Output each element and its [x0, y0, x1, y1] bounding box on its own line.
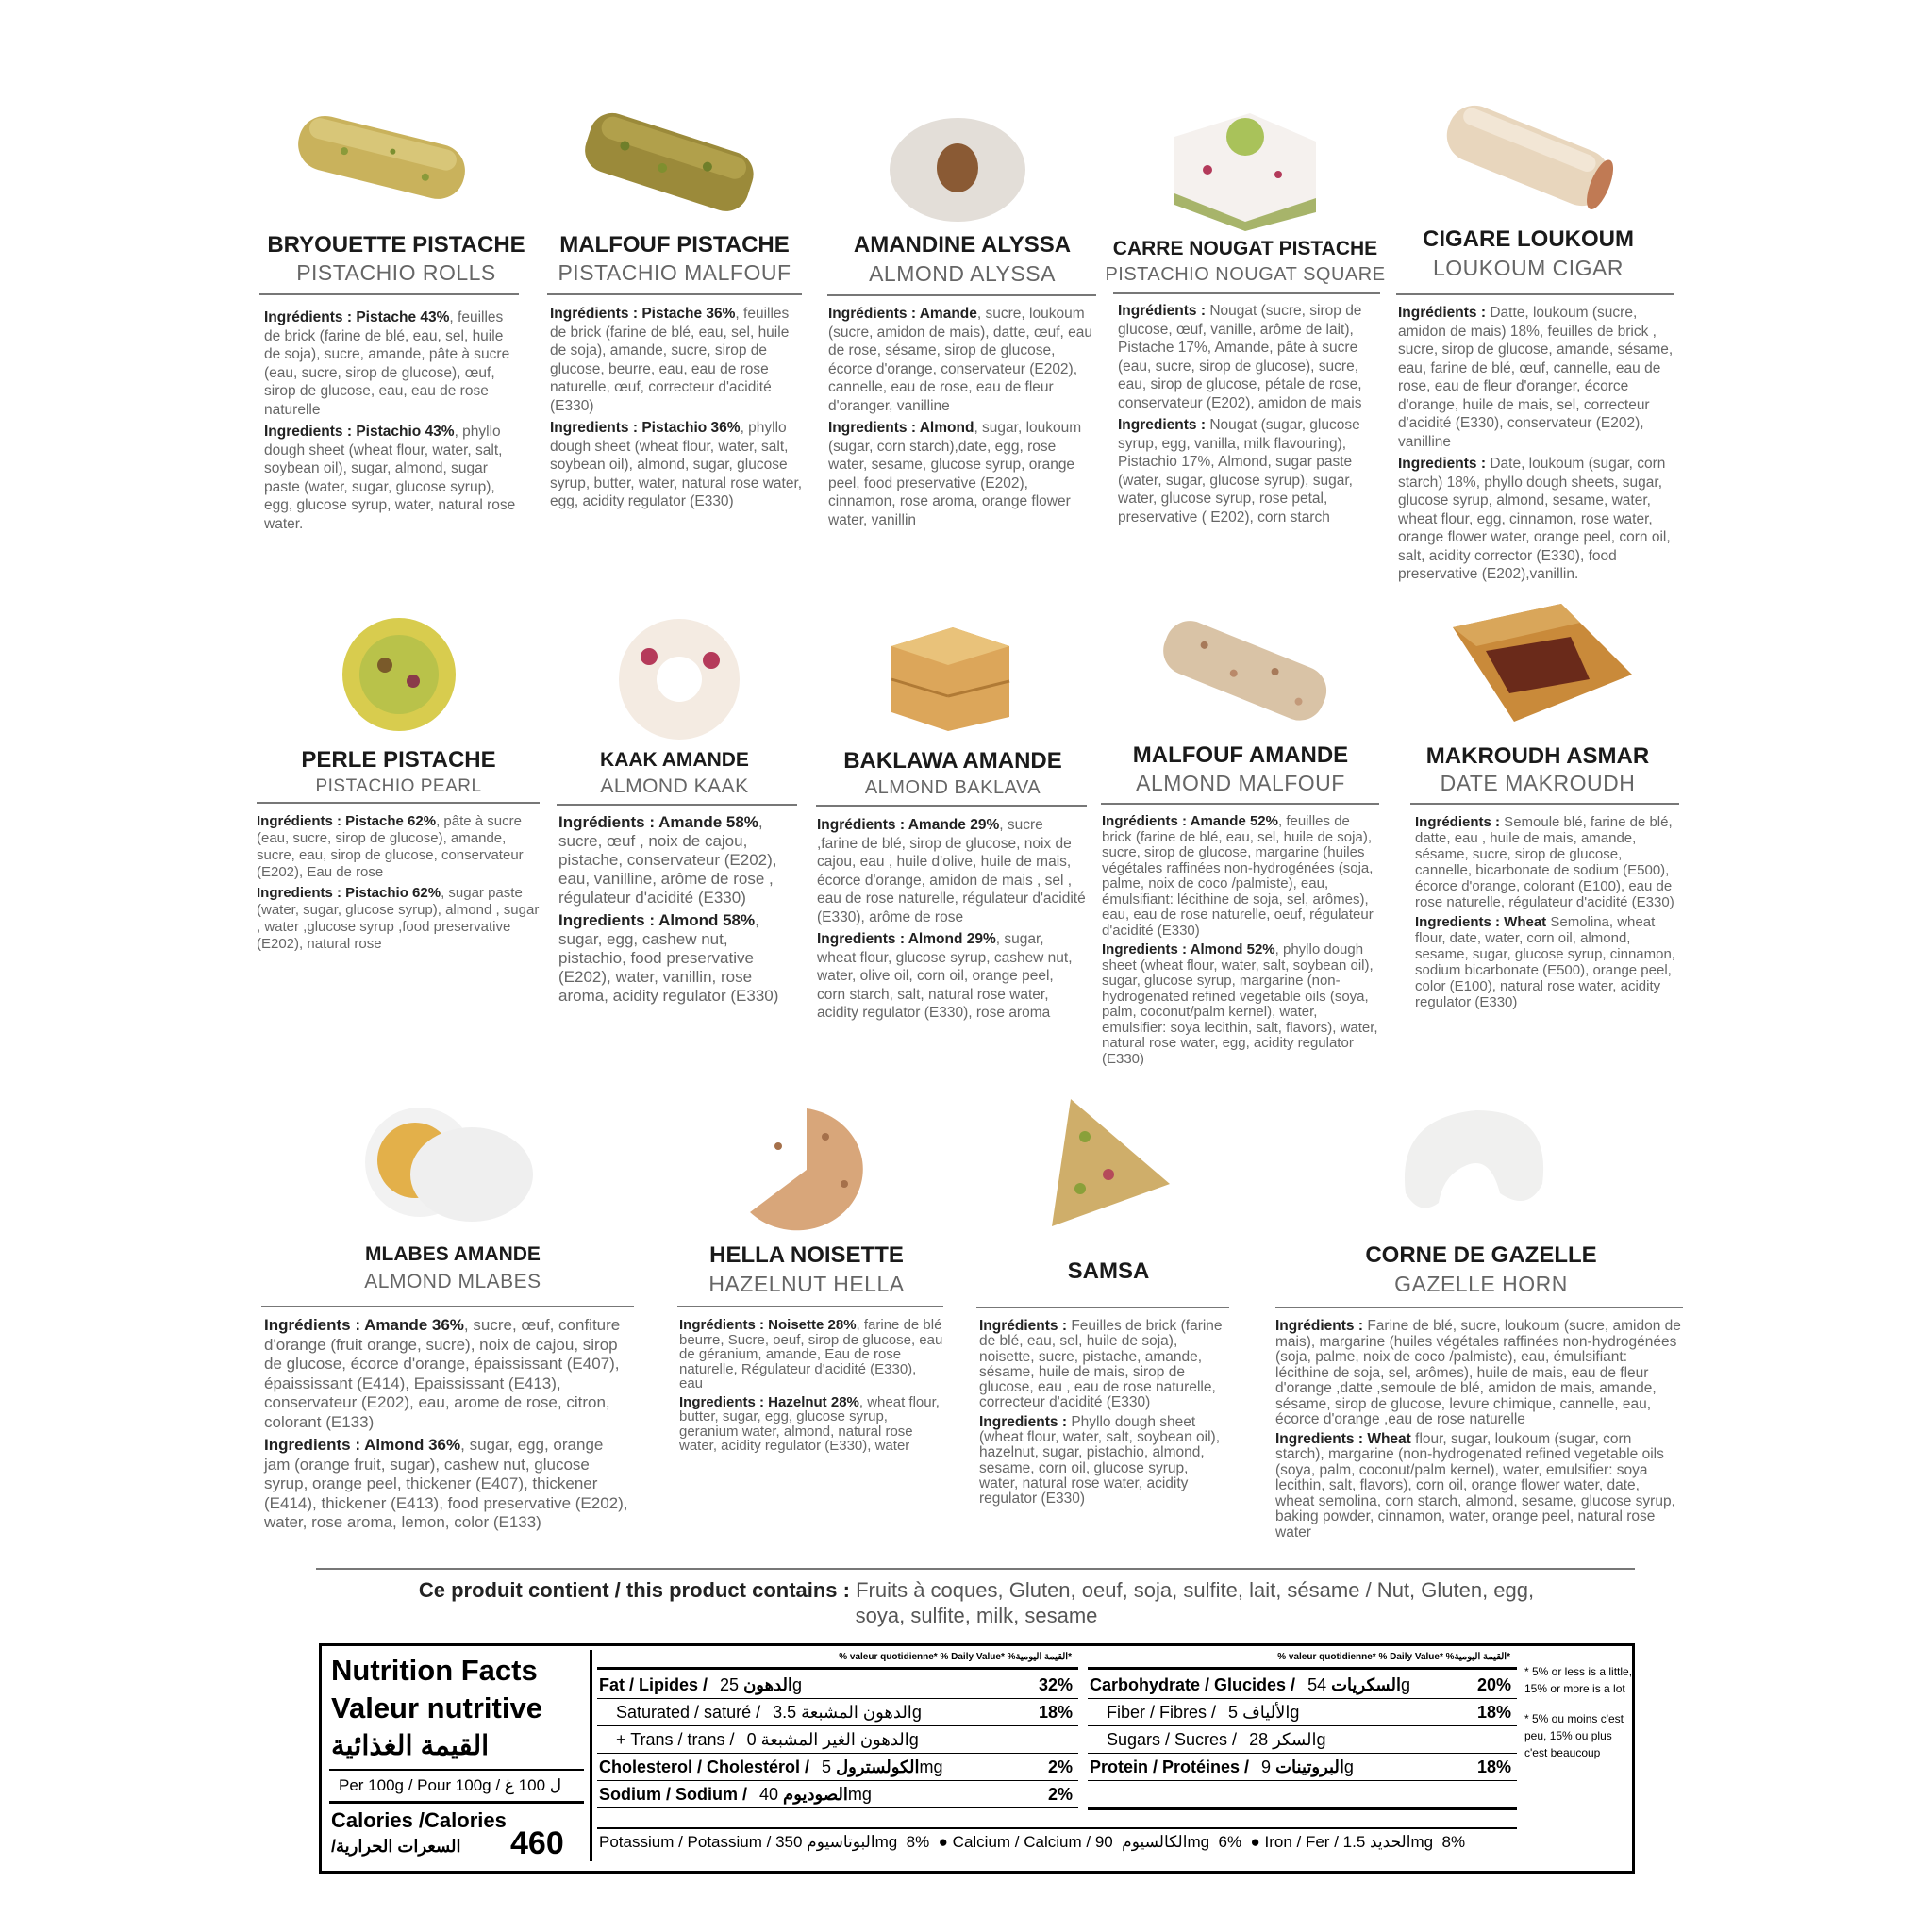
- ingredients-block: [550, 305, 803, 515]
- ingredients-block: [979, 1319, 1229, 1511]
- bryouette-pistache-image: [288, 94, 476, 217]
- calories-label: Calories /Calories: [331, 1808, 507, 1832]
- nutrient-daily-value: 18%: [1038, 1703, 1073, 1722]
- nutrition-facts-table: [319, 1643, 1635, 1874]
- product-name: MALFOUF AMANDE: [1132, 742, 1349, 768]
- ingredients-block: [1398, 304, 1674, 588]
- nutrient-row: [1088, 1672, 1517, 1699]
- product-subtitle: PISTACHIO ROLLS: [296, 260, 496, 285]
- ingredients-fr: Ingrédients : Feuilles de brick (farine de blé, eau, sel, huile de soja), noisette, sucre, pistache, amande, sésame, huile de mais, sirop de glucose, eau , eau de rose naturelle, correcteur d'acidité (E330): [979, 1318, 1223, 1411]
- ingredients-en: Ingredients : Almond 36%, sugar, egg, orange jam (orange fruit, sugar), cashew nut, glucose syrup, orange peel, thickener (E407), thickener (E414), thickener (E413), food preservative (E202), water, rose aroma, lemon, color (E133): [264, 1436, 628, 1531]
- nutrient-row: [597, 1726, 1078, 1754]
- nutrition-title-ar: القيمة الغذائية: [331, 1731, 490, 1761]
- ingredients-en: Ingredients : Almond, sugar, loukoum (sugar, corn starch),date, egg, rose water, sesame, glucose syrup, orange peel, food preservative (E202), cinnamon, rose aroma, orange flower water, vanillin: [828, 420, 1082, 528]
- ingredients-fr: Ingrédients : Amande 52%, feuilles de brick (farine de blé, eau, sel, huile de soja), sucre, sirop de glucose, margarine (huiles végétales raffinées non-hydrogénées (soja, palme, noix de coco /palmiste), eau, émulsifiant: lécithine de soja, sel, arômes), eau, eau de rose naturelle, oeuf, régulateur d'acidité (E330): [1102, 813, 1374, 939]
- product-name: AMANDINE ALYSSA: [853, 232, 1072, 258]
- dv-note-fr-1: * 5% ou moins c'est: [1524, 1712, 1624, 1725]
- allergens-divider: [316, 1568, 1635, 1570]
- product-name: CORNE DE GAZELLE: [1365, 1242, 1597, 1268]
- dv-note-en-2: 15% or more is a lot: [1524, 1682, 1625, 1695]
- allergens-list-2: soya, sulfite, milk, sesame: [855, 1604, 1098, 1627]
- daily-value-header: % valeur quotidienne* % Daily Value* %القيمة اليومية*: [839, 1652, 1072, 1662]
- product-name: SAMSA: [1067, 1258, 1150, 1284]
- product-name: MALFOUF PISTACHE: [559, 232, 790, 258]
- mlabes-amande-image: [349, 1104, 538, 1226]
- allergens-statement: [311, 1577, 1641, 1628]
- ingredients-block: [1118, 302, 1377, 530]
- carre-nougat-pistache-image: [1165, 90, 1325, 231]
- product-name: BRYOUETTE PISTACHE: [267, 232, 525, 258]
- cigare-loukoum-image: [1434, 85, 1623, 226]
- nutrient-amount: 25g: [720, 1675, 803, 1694]
- ingredients-en: Ingredients : Almond 58%, sugar, egg, cashew nut, pistachio, food preservative (E202), water, vanillin, rose aroma, acidity regulator (E330): [558, 911, 779, 1005]
- ingredients-block: [1102, 814, 1380, 1071]
- product-name: MAKROUDH ASMAR: [1425, 743, 1650, 769]
- nutrient-amount: 40mg: [759, 1785, 872, 1804]
- nutrient-row: [597, 1672, 1078, 1699]
- baklawa-amande-image: [877, 613, 1019, 736]
- makroudh-asmar-image: [1448, 599, 1637, 726]
- divider: [1410, 803, 1679, 805]
- nutrient-row: [597, 1781, 1078, 1808]
- product-name: CARRE NOUGAT PISTACHE: [1112, 238, 1378, 259]
- nutrient-row: [1088, 1699, 1517, 1726]
- nutrient-amount: 3.5g: [773, 1703, 922, 1722]
- ingredients-fr: Ingrédients : Nougat (sucre, sirop de glucose, œuf, vanille, arôme de lait), Pistache 17%, Amande, pâte à sucre (eau, sucre, sirop de glucose), sucre, eau, sirop de glucose, pétale de rose, conservateur (E202), amidon de mais: [1118, 303, 1362, 411]
- ingredients-fr: Ingrédients : Semoule blé, farine de blé, datte, eau , huile de mais, amande, sésame, sucre, sirop de glucose, cannelle, bicarbonate de sodium (E500), écorce d'orange, colorant (E100), eau de rose naturelle, régulateur d'acidité (E330): [1415, 814, 1674, 910]
- ingredients-block: [1275, 1319, 1681, 1544]
- nutrient-label: Carbohydrate / Glucides / السكريات 54g: [1090, 1675, 1410, 1694]
- malfouf-pistache-image: [575, 94, 764, 226]
- ingredients-block: [828, 305, 1092, 533]
- ingredients-en: Ingredients : Phyllo dough sheet (wheat flour, water, salt, soybean oil), hazelnut, sugar, pistachio, almond, sesame, corn oil, glucose syrup, water, natural rose water, acidity regulator (E330): [979, 1413, 1221, 1507]
- dv-note-fr-3: c'est beaucoup: [1524, 1746, 1601, 1759]
- product-subtitle: DATE MAKROUDH: [1440, 771, 1636, 795]
- nutrient-rows-right: [1088, 1672, 1517, 1781]
- kaak-amande-image: [613, 613, 745, 745]
- minerals-row: Potassium / Potassium / البوتاسيوم 350mg 8% ● Calcium / Calcium / الكالسيوم 90mg 6% ● Iron / Fer / الحديد 1.5mg 8%: [599, 1833, 1466, 1851]
- product-subtitle: HAZELNUT HELLA: [708, 1272, 905, 1296]
- product-name: BAKLAWA AMANDE: [843, 748, 1062, 774]
- samsa-image: [1033, 1094, 1174, 1236]
- ingredients-block: [264, 308, 519, 537]
- allergens-label: Ce produit contient / this product contains :: [418, 1578, 850, 1602]
- serving-size: Per 100g / Pour 100g / ل 100 غ: [339, 1776, 562, 1794]
- ingredients-en: Ingredients : Nougat (sugar, glucose syrup, egg, vanilla, milk flavouring), Pistachio 17%, Almond, sugar paste (water, sugar, glucose syrup), sugar, water, glucose syrup, rose petal, preservative ( E202), corn starch: [1118, 417, 1360, 525]
- nutrient-amount: 54g: [1307, 1675, 1410, 1694]
- ingredients-block: [558, 813, 796, 1009]
- ingredients-fr: Ingrédients : Datte, loukoum (sucre, amidon de mais) 18%, feuilles de brick , sucre, sirop de glucose, amande, sésame, eau, farine de blé, œuf, cannelle, eau de rose, eau de fleur d'oranger, écorce d'orange, huile de mais, sel, correcteur d'acidité (E330), conservateur (E202), vanilline: [1398, 305, 1674, 450]
- nutrient-amount: 28g: [1249, 1730, 1326, 1749]
- nutrition-divider: [597, 1827, 1517, 1829]
- ingredients-fr: Ingrédients : Pistache 43%, feuilles de brick (farine de blé, eau, sel, huile de soja), sucre, amande, pâte à sucre (eau, sucre, sirop de glucose), œuf, sirop de glucose, eau, eau de rose naturelle: [264, 309, 510, 418]
- product-name: KAAK AMANDE: [600, 749, 749, 771]
- nutrition-divider: [329, 1769, 584, 1771]
- product-name: HELLA NOISETTE: [709, 1242, 904, 1268]
- ingredients-en: Ingredients : Pistachio 43%, phyllo dough sheet (wheat flour, water, salt, soybean oil), sugar, almond, sugar paste (water, sugar, glucose syrup), egg, glucose syrup, water, natural rose water.: [264, 424, 516, 532]
- nutrition-divider: [1088, 1667, 1517, 1670]
- divider: [259, 293, 519, 295]
- nutrition-title-en: Nutrition Facts: [331, 1654, 538, 1687]
- ingredients-en: Ingredients : Almond 29%, sugar, wheat flour, glucose syrup, cashew nut, water, olive oil, corn oil, orange peel, corn starch, salt, natural rose water, acidity regulator (E330), rose aroma: [817, 931, 1073, 1021]
- nutrient-label: Sugars / Sucres / السكر 28g: [1107, 1730, 1326, 1749]
- nutrient-label: Protein / Protéines / البروتينات 9g: [1090, 1757, 1354, 1776]
- daily-value-header: % valeur quotidienne* % Daily Value* %القيمة اليومية*: [1277, 1652, 1510, 1662]
- divider: [547, 293, 802, 295]
- ingredients-block: [679, 1318, 943, 1457]
- ingredients-fr: Ingrédients : Noisette 28%, farine de blé beurre, Sucre, oeuf, sirop de glucose, eau de géranium, amande, Eau de rose naturelle, Régulateur d'acidité (E330), eau: [679, 1317, 943, 1391]
- divider: [827, 294, 1096, 296]
- nutrition-title-fr: Valeur nutritive: [331, 1691, 542, 1724]
- ingredients-block: [264, 1316, 632, 1537]
- ingredients-fr: Ingrédients : Amande 36%, sucre, œuf, confiture d'orange (fruit orange, sucre), noix de cajou, sirop de glucose, écorce d'orange, épaississant (E407), épaississant (E414), Epaississant (E413), conservateur (E202), eau, arome de rose, citron, colorant (E133): [264, 1316, 621, 1431]
- product-name: PERLE PISTACHE: [301, 747, 496, 773]
- amandine-alyssa-image: [882, 104, 1033, 226]
- malfouf-amande-image: [1151, 604, 1340, 736]
- nutrient-daily-value: 32%: [1038, 1675, 1073, 1694]
- nutrient-row: [597, 1699, 1078, 1726]
- product-subtitle: ALMOND ALYSSA: [869, 261, 1056, 286]
- nutrient-daily-value: 20%: [1476, 1675, 1511, 1694]
- product-subtitle: PISTACHIO PEARL: [315, 776, 482, 796]
- nutrient-row: [1088, 1726, 1517, 1754]
- perle-pistache-image: [338, 613, 460, 736]
- dv-note-en-1: * 5% or less is a little,: [1524, 1665, 1633, 1678]
- divider: [1101, 803, 1379, 805]
- product-subtitle: LOUKOUM CIGAR: [1432, 256, 1624, 280]
- divider: [557, 804, 797, 806]
- ingredients-block: [1415, 814, 1679, 1014]
- dv-note: [1524, 1663, 1633, 1761]
- ingredients-block: [817, 816, 1086, 1026]
- ingredients-fr: Ingrédients : Amande, sucre, loukoum (sucre, amidon de mais), datte, œuf, eau de rose, sésame, sirop de glucose, écorce d'orange, conservateur (E202), cannelle, eau de rose, eau de fleur d'oranger, vanilline: [828, 306, 1092, 414]
- calories-value: 460: [510, 1825, 564, 1861]
- ingredients-en: Ingredients : Wheat Semolina, wheat flour, date, water, corn oil, almond, sesame, sugar, glucose syrup, cinnamon, sodium bicarbonate (E500), orange peel, color (E100), natural rose water, acidity regulator (E330): [1415, 914, 1675, 1010]
- ingredients-en: Ingredients : Date, loukoum (sugar, corn starch) 18%, phyllo dough sheets, sugar, glucose syrup, almond, sesame, water, wheat flour, egg, cinnamon, rose water, orange flower water, orange peel, corn oil, salt, acidity corrector (E330), food preservative (E202),vanillin.: [1398, 456, 1671, 582]
- divider: [261, 1306, 634, 1307]
- nutrient-row: [1088, 1754, 1517, 1781]
- ingredients-en: Ingredients : Almond 52%, phyllo dough sheet (wheat flour, water, salt, soybean oil), sugar, glucose syrup, margarine (non-hydrogenated refined vegetable oils (soya, palm, coconut/palm kernel), water, emulsifier: soya lecithin, salt, flavors), water, natural rose water, egg, acidity regulator (E330): [1102, 941, 1378, 1067]
- ingredients-fr: Ingrédients : Farine de blé, sucre, loukoum (sucre, amidon de mais), margarine (huiles végétales raffinées non-hydrogénées (soja, palme, noix de coco /palmiste), eau, émulsifiant: lécithine de soja, sel, arômes), huile de mais, eau de fleur d'orange ,datte ,semoule de blé, amidon de mais, amande, sésame, sirop de glucose, levure chimique, cannelle, eau, écorce d'orange ,eau de rose naturelle: [1275, 1318, 1681, 1427]
- nutrient-label: + Trans / trans / الدهون الغير المشبعة 0g: [616, 1730, 919, 1749]
- nutrient-amount: 5g: [1228, 1703, 1300, 1722]
- nutrient-amount: 5mg: [822, 1757, 943, 1776]
- ingredients-en: Ingredients : Hazelnut 28%, wheat flour, butter, sugar, egg, glucose syrup, geranium water, almond, natural rose water, acidity regulator (E330), water: [679, 1393, 940, 1454]
- nutrient-label: Cholesterol / Cholestérol / الكولسترول 5mg: [599, 1757, 943, 1776]
- nutrient-rows-left: [597, 1672, 1078, 1808]
- product-subtitle: ALMOND MALFOUF: [1136, 771, 1345, 795]
- nutrient-amount: 0g: [746, 1730, 919, 1749]
- nutrition-divider: [1088, 1807, 1517, 1810]
- product-subtitle: GAZELLE HORN: [1394, 1272, 1568, 1296]
- product-subtitle: ALMOND KAAK: [600, 775, 749, 797]
- nutrition-divider: [590, 1650, 592, 1861]
- ingredients-en: Ingredients : Pistachio 62%, sugar paste (water, sugar, glucose syrup), almond , sugar , water ,glucose syrup ,food preservative (E202), natural rose: [257, 885, 540, 952]
- nutrient-daily-value: 2%: [1047, 1785, 1073, 1804]
- hella-noisette-image: [722, 1099, 891, 1241]
- product-subtitle: PISTACHIO NOUGAT SQUARE: [1105, 264, 1386, 285]
- divider: [1113, 292, 1380, 294]
- ingredients-en: Ingredients : Pistachio 36%, phyllo dough sheet (wheat flour, water, salt, soybean oil), almond, sugar, glucose syrup, butter, water, natural rose water, egg, acidity regulator (E330): [550, 420, 803, 509]
- divider: [816, 805, 1087, 807]
- ingredients-fr: Ingrédients : Pistache 62%, pâte à sucre (eau, sucre, sirop de glucose), amande, sucre, eau, sirop de glucose, conservateur (E202), Eau de rose: [257, 813, 524, 880]
- nutrient-daily-value: 18%: [1476, 1703, 1511, 1722]
- product-subtitle: ALMOND MLABES: [364, 1271, 541, 1292]
- calories-label-ar: السعرات الحرارية/: [331, 1837, 461, 1856]
- product-subtitle: ALMOND BAKLAVA: [864, 777, 1041, 798]
- dv-note-fr-2: peu, 15% ou plus: [1524, 1729, 1612, 1742]
- nutrient-label: Saturated / saturé / الدهون المشبعة 3.5g: [616, 1703, 922, 1722]
- divider: [257, 802, 540, 804]
- nutrient-amount: 9g: [1261, 1757, 1354, 1776]
- product-name: MLABES AMANDE: [365, 1243, 541, 1265]
- nutrient-daily-value: 2%: [1047, 1757, 1073, 1776]
- ingredients-fr: Ingrédients : Amande 58%, sucre, œuf , noix de cajou, pistache, conservateur (E202), eau, vanilline, arôme de rose , régulateur d'acidité (E330): [558, 813, 777, 907]
- divider: [677, 1306, 943, 1307]
- nutrient-label: Fat / Lipides / الدهون 25g: [599, 1675, 803, 1694]
- ingredients-en: Ingredients : Wheat flour, sugar, loukoum (sugar, corn starch), margarine (non-hydrogenated refined vegetable oils (soya, palm, coconut/palm kernel), water, emulsifier: soya lecithin, salt, flavors), corn oil, orange flower water, date, wheat semolina, corn starch, almond, sesame, glucose syrup, baking powder, cinnamon, water, orange peel, natural rose water: [1275, 1430, 1675, 1541]
- divider: [976, 1307, 1229, 1308]
- allergens-list-1: Fruits à coques, Gluten, oeuf, soja, sulfite, lait, sésame / Nut, Gluten, egg,: [849, 1578, 1535, 1602]
- nutrition-divider: [329, 1801, 584, 1804]
- nutrition-divider: [597, 1667, 1078, 1670]
- product-subtitle: PISTACHIO MALFOUF: [558, 260, 791, 285]
- product-name: CIGARE LOUKOUM: [1423, 226, 1634, 252]
- ingredients-fr: Ingrédients : Amande 29%, sucre ,farine de blé, sirop de glucose, noix de cajou, eau , huile d'olive, huile de mais, écorce d'orange, amidon de mais , sel , eau de rose naturelle, régulateur d'acidité (E330), arôme de rose: [817, 817, 1086, 925]
- nutrient-label: Fiber / Fibres / الألياف 5g: [1107, 1703, 1300, 1722]
- corne-de-gazelle-image: [1387, 1099, 1557, 1222]
- divider: [1396, 293, 1674, 295]
- ingredients-block: [257, 813, 541, 957]
- nutrient-row: [597, 1754, 1078, 1781]
- ingredients-fr: Ingrédients : Pistache 36%, feuilles de brick (farine de blé, eau, sel, huile de soja), amande, sucre, sirop de glucose, beurre, eau, eau de rose naturelle, œuf, correcteur d'acidité (E330): [550, 306, 790, 414]
- nutrient-label: Sodium / Sodium / الصوديوم 40mg: [599, 1785, 872, 1804]
- divider: [1275, 1307, 1683, 1308]
- nutrient-daily-value: 18%: [1476, 1757, 1511, 1776]
